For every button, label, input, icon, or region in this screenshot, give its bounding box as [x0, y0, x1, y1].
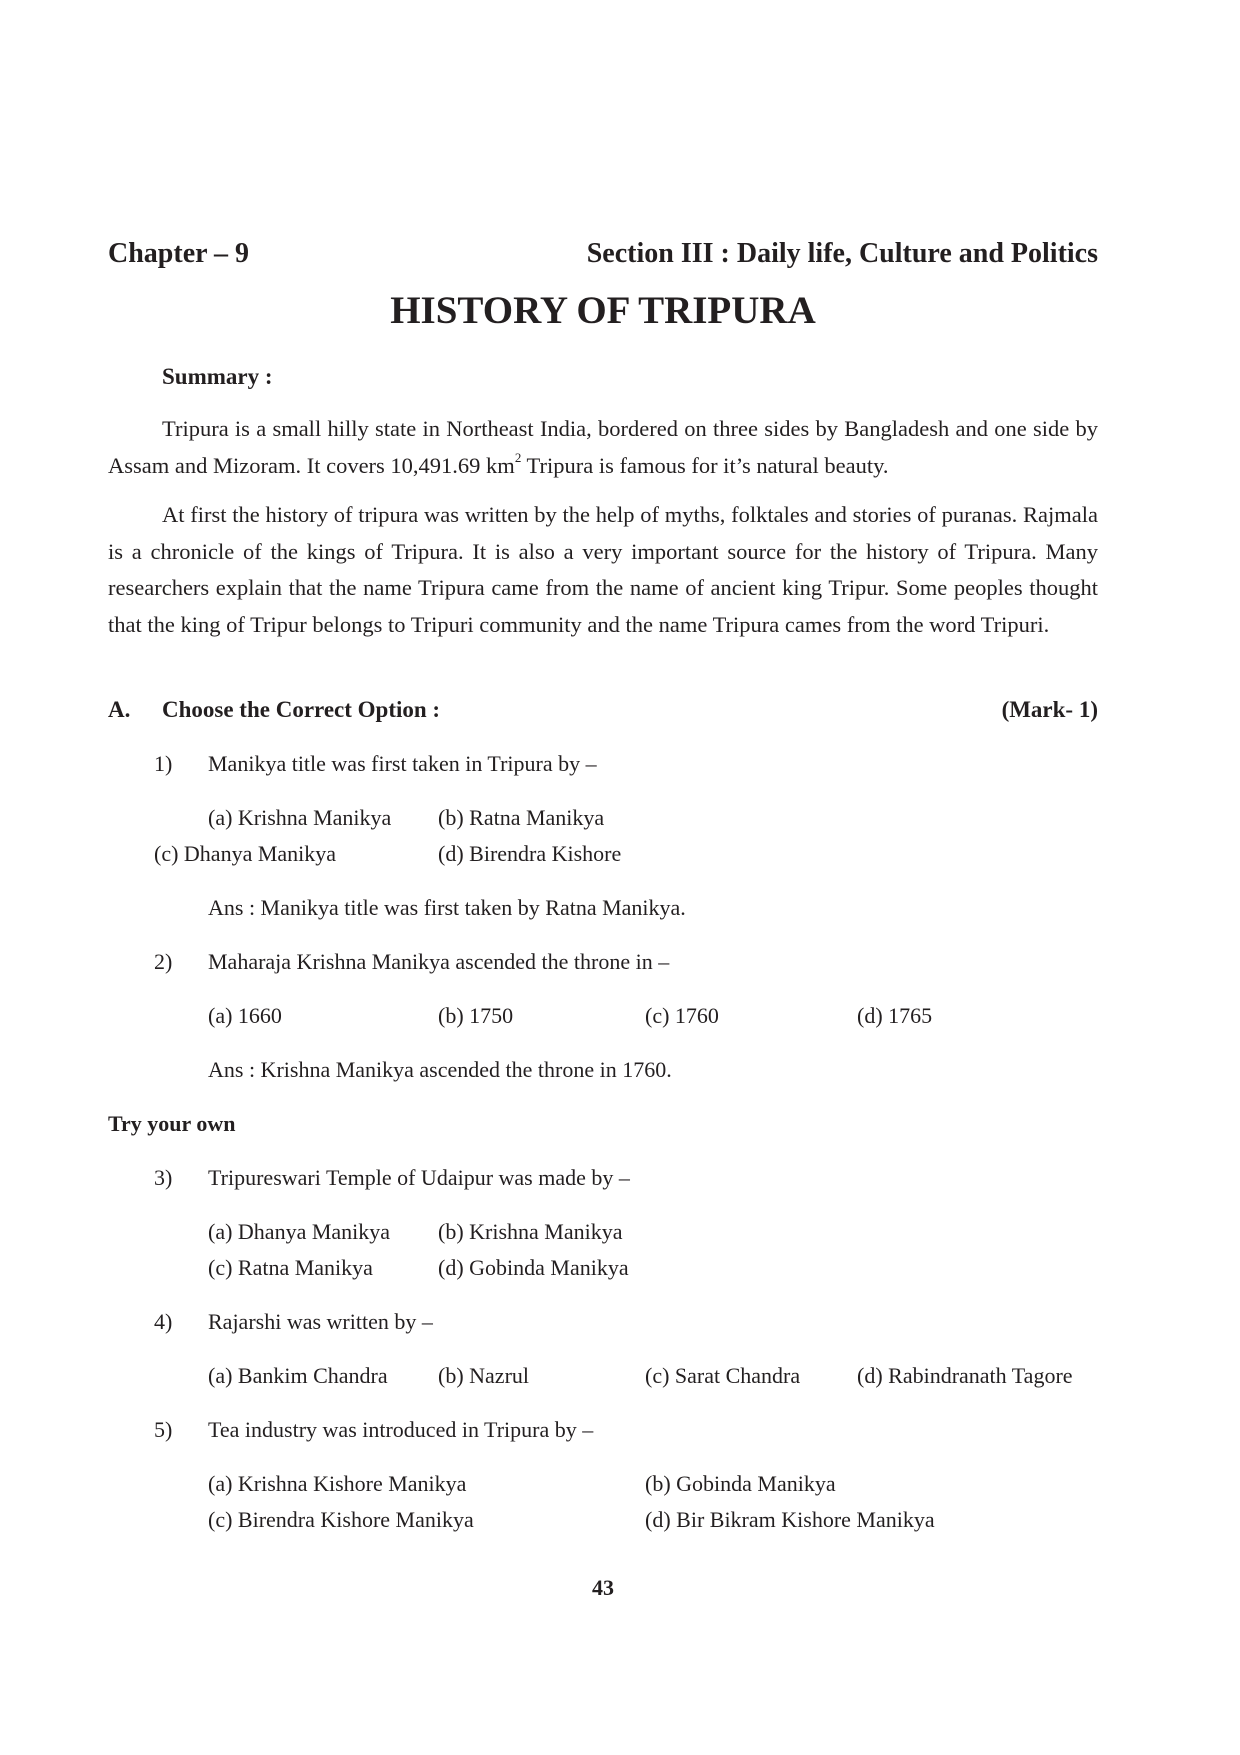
- option-a: (a) Dhanya Manikya: [208, 1219, 391, 1244]
- option-c: (c) Birendra Kishore Manikya: [208, 1507, 474, 1532]
- summary-heading: Summary :: [162, 364, 273, 389]
- option-d: (d) Birendra Kishore: [438, 841, 622, 866]
- summary-paragraph-2-text: At first the history of tripura was written by the help of myths, folktales and stories of puranas. Rajmala is a chronicle of the kings of Tripura. It is also a very important source for the history of Tripura. Many researchers explain that the name Tripura came from the name of ancient king Tripur. Some peoples thought that the king of Tripur belongs to Tripuri community and the name Tripura cames from the word Tripuri.: [108, 502, 1098, 637]
- summary-paragraph-1-text-end: Tripura is famous for it’s natural beauty.: [521, 452, 889, 478]
- option-b: (b) Nazrul: [438, 1363, 530, 1388]
- question-number: 4): [154, 1309, 173, 1334]
- option-a: (a) 1660: [208, 1003, 282, 1028]
- section-a-marks: (Mark- 1): [1001, 697, 1098, 722]
- section-a-label: A.: [108, 697, 131, 722]
- try-your-own-heading: Try your own: [108, 1111, 236, 1136]
- section-label: Section III : Daily life, Culture and Politics: [586, 238, 1098, 269]
- question-text: Manikya title was first taken in Tripura by –: [208, 751, 597, 776]
- superscript: 2: [514, 450, 522, 465]
- answer-text: Ans : Krishna Manikya ascended the throne in 1760.: [208, 1057, 672, 1082]
- page-title: HISTORY OF TRIPURA: [390, 289, 816, 332]
- option-b: (b) Gobinda Manikya: [645, 1471, 836, 1496]
- option-c: (c) Dhanya Manikya: [154, 841, 337, 866]
- option-a: (a) Krishna Kishore Manikya: [208, 1471, 467, 1496]
- summary-paragraph-1-text: Tripura is a small hilly state in Northeast India, bordered on three sides by Bangladesh and one side by Assam and Mizoram. It covers 10,491.69 km: [108, 416, 1098, 478]
- summary-paragraph-1: [108, 411, 1098, 484]
- question-text: Tripureswari Temple of Udaipur was made by –: [208, 1165, 630, 1190]
- option-c: (c) Ratna Manikya: [208, 1255, 373, 1280]
- question-number: 1): [154, 751, 173, 776]
- answer-text: Ans : Manikya title was first taken by Ratna Manikya.: [208, 895, 686, 920]
- section-a-title: Choose the Correct Option :: [162, 697, 441, 722]
- option-d: (d) Rabindranath Tagore: [857, 1363, 1073, 1388]
- option-c: (c) 1760: [645, 1003, 719, 1028]
- option-d: (d) Gobinda Manikya: [438, 1255, 629, 1280]
- summary-paragraph-2: [108, 497, 1098, 643]
- option-d: (d) 1765: [857, 1003, 933, 1028]
- question-number: 3): [154, 1165, 173, 1190]
- question-text: Maharaja Krishna Manikya ascended the throne in –: [208, 949, 670, 974]
- question-number: 5): [154, 1417, 173, 1442]
- question-text: Tea industry was introduced in Tripura by –: [208, 1417, 594, 1442]
- chapter-label: Chapter – 9: [108, 238, 250, 269]
- option-a: (a) Bankim Chandra: [208, 1363, 388, 1388]
- option-b: (b) Ratna Manikya: [438, 805, 605, 830]
- option-b: (b) 1750: [438, 1003, 514, 1028]
- option-a: (a) Krishna Manikya: [208, 805, 392, 830]
- option-d: (d) Bir Bikram Kishore Manikya: [645, 1507, 935, 1532]
- option-c: (c) Sarat Chandra: [645, 1363, 801, 1388]
- option-b: (b) Krishna Manikya: [438, 1219, 623, 1244]
- question-number: 2): [154, 949, 173, 974]
- question-text: Rajarshi was written by –: [208, 1309, 433, 1334]
- document-page: [108, 0, 1098, 1755]
- page-number: 43: [592, 1575, 614, 1600]
